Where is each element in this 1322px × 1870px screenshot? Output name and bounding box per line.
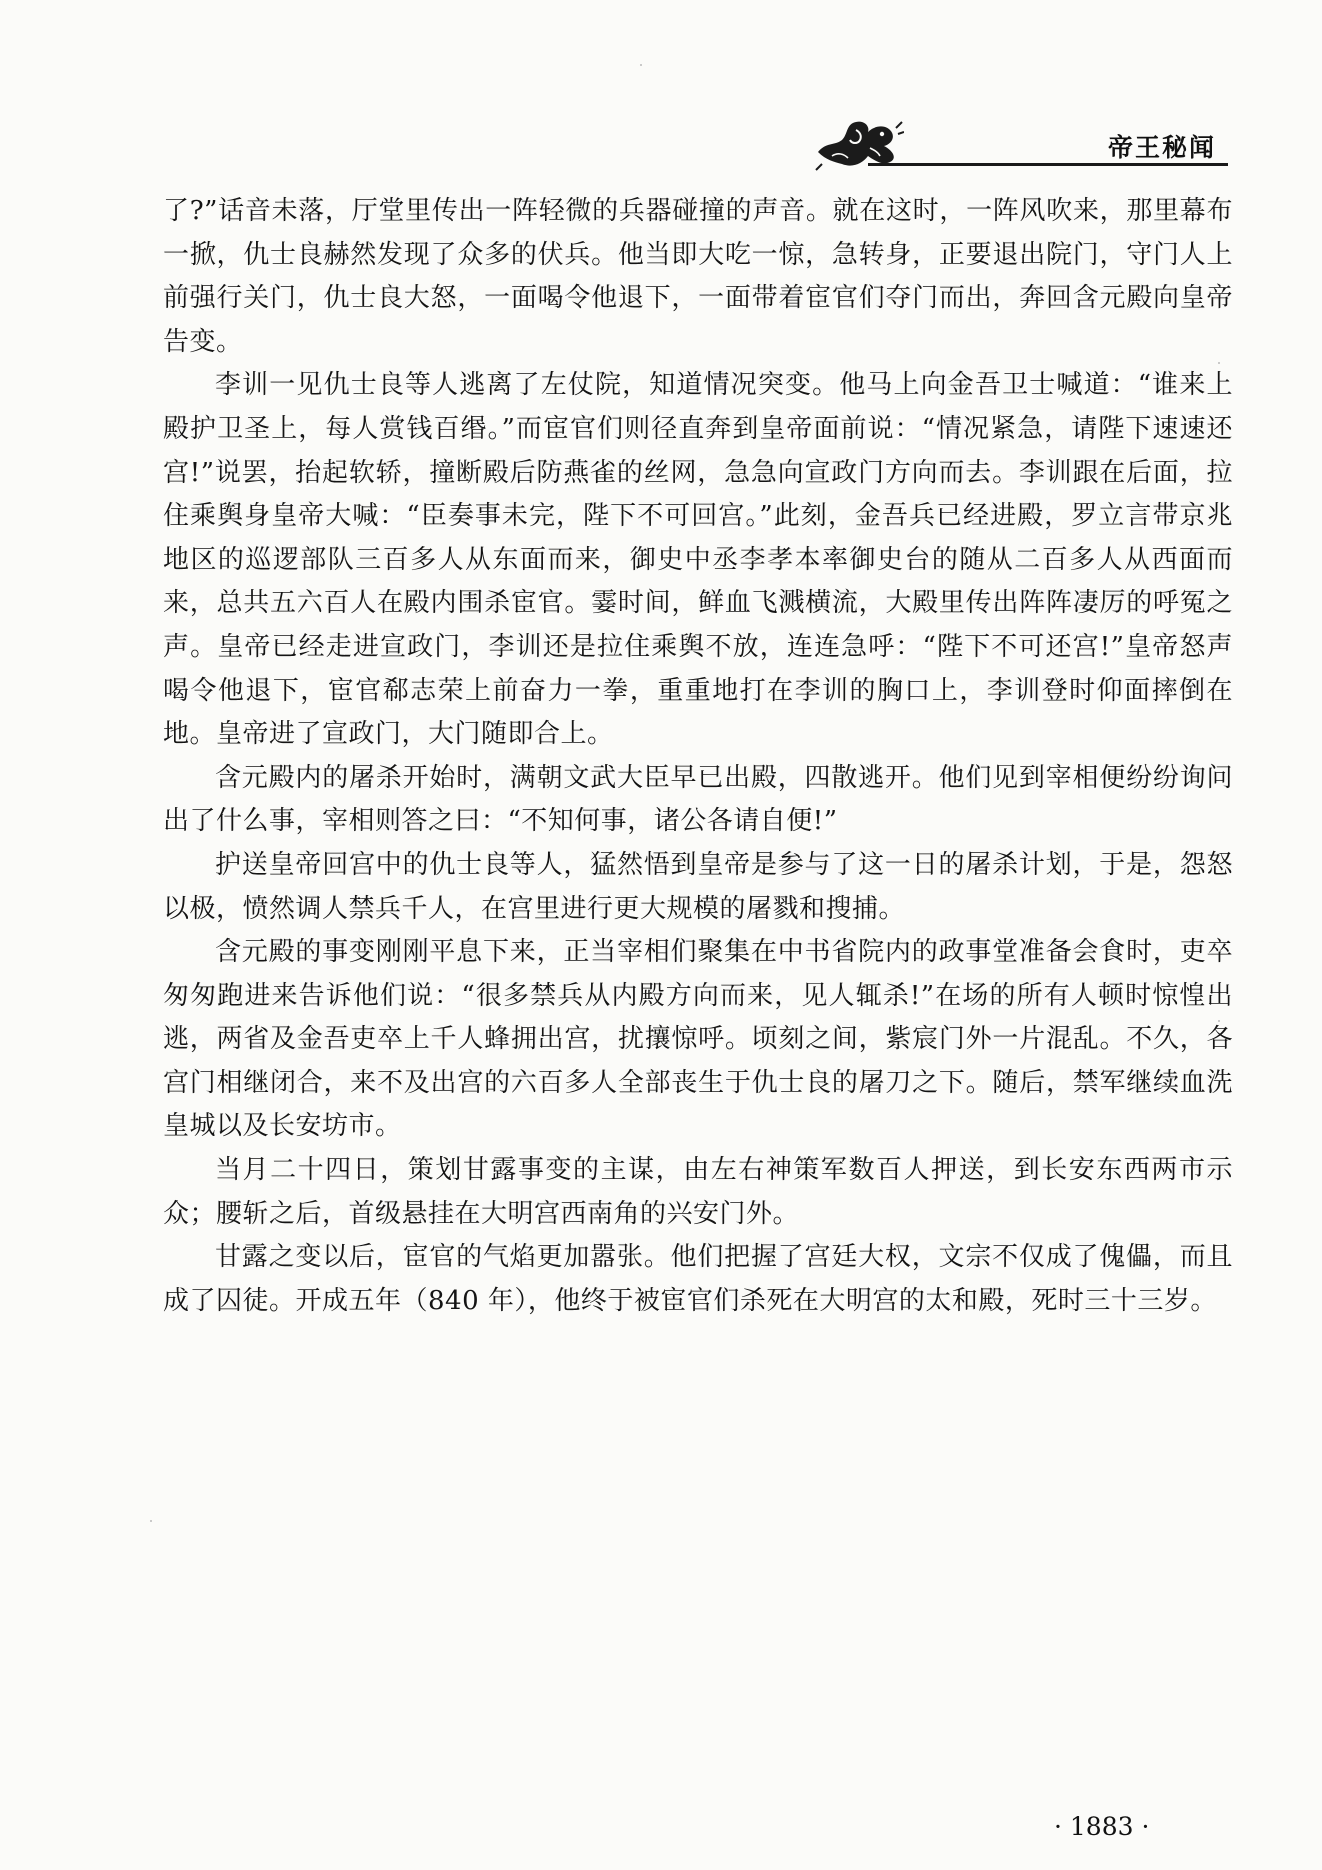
paragraph: 甘露之变以后，宦官的气焰更加嚣张。他们把握了宫廷大权，文宗不仅成了傀儡，而且成了囚徒。开成五年（840 年），他终于被宦官们杀死在大明宫的太和殿，死时三十三岁。 <box>163 1242 1233 1316</box>
page-number: · 1883 · <box>1054 1812 1150 1841</box>
paragraph: 含元殿内的屠杀开始时，满朝文武大臣早已出殿，四散逃开。他们见到宰相便纷纷询问出了什么事，宰相则答之曰：“不知何事，诸公各请自便!” <box>163 762 1233 837</box>
scan-speck <box>1218 1020 1220 1022</box>
paragraph: 了?”话音未落，厅堂里传出一阵轻微的兵器碰撞的声音。就在这时，一阵风吹来，那里幕布一掀，仇士良赫然发现了众多的伏兵。他当即大吃一惊，急转身，正要退出院门，守门人上前强行关门，仇士良大怒，一面喝令他退下，一面带着宦官们夺门而出，奔回含元殿向皇帝告变。 <box>163 196 1233 357</box>
scan-speck <box>640 64 642 66</box>
paragraph: 李训一见仇士良等人逃离了左仗院，知道情况突变。他马上向金吾卫士喊道：“谁来上殿护卫圣上，每人赏钱百缗。”而宦官们则径直奔到皇帝面前说：“情况紧急，请陛下速速还宫!”说罢，抬起软轿，撞断殿后防燕雀的丝网，急急向宣政门方向而去。李训跟在后面，拉住乘舆身皇帝大喊：“臣奏事未完，陛下不可回宫。”此刻，金吾兵已经进殿，罗立言带京兆地区的巡逻部队三百多人从东面而来，御史中丞李孝本率御史台的随从二百多人从西面而来，总共五六百人在殿内围杀宦官。霎时间，鲜血飞溅横流，大殿里传出阵阵凄厉的呼冤之声。皇帝已经走进宣政门，李训还是拉住乘舆不放，连连急呼：“陛下不可还宫!”皇帝怒声喝令他退下，宦官郗志荣上前奋力一拳，重重地打在李训的胸口上，李训登时仰面摔倒在地。皇帝进了宣政门，大门随即合上。 <box>163 370 1233 750</box>
scan-speck <box>150 1520 152 1522</box>
paragraph: 护送皇帝回宫中的仇士良等人，猛然悟到皇帝是参与了这一日的屠杀计划，于是，怨怒以极，愤然调人禁兵千人，在宫里进行更大规模的屠戮和搜捕。 <box>163 849 1233 924</box>
paragraph: 当月二十四日，策划甘露事变的主谋，由左右神策军数百人押送，到长安东西两市示众；腰斩之后，首级悬挂在大明宫西南角的兴安门外。 <box>163 1155 1233 1229</box>
header-rule <box>868 163 1228 166</box>
page-header <box>0 0 1322 165</box>
body-text <box>163 190 1233 1323</box>
scan-speck <box>1218 362 1220 364</box>
running-title: 帝王秘闻 <box>1108 133 1217 162</box>
paragraph: 含元殿的事变刚刚平息下来，正当宰相们聚集在中书省院内的政事堂准备会食时，吏卒匆匆跑进来告诉他们说：“很多禁兵从内殿方向而来，见人辄杀!”在场的所有人顿时惊惶出逃，两省及金吾吏卒上千人蜂拥出宫，扰攘惊呼。顷刻之间，紫宸门外一片混乱。不久，各宫门相继闭合，来不及出宫的六百多人全部丧生于仇士良的屠刀之下。随后，禁军继续血洗皇城以及长安坊市。 <box>163 937 1233 1142</box>
